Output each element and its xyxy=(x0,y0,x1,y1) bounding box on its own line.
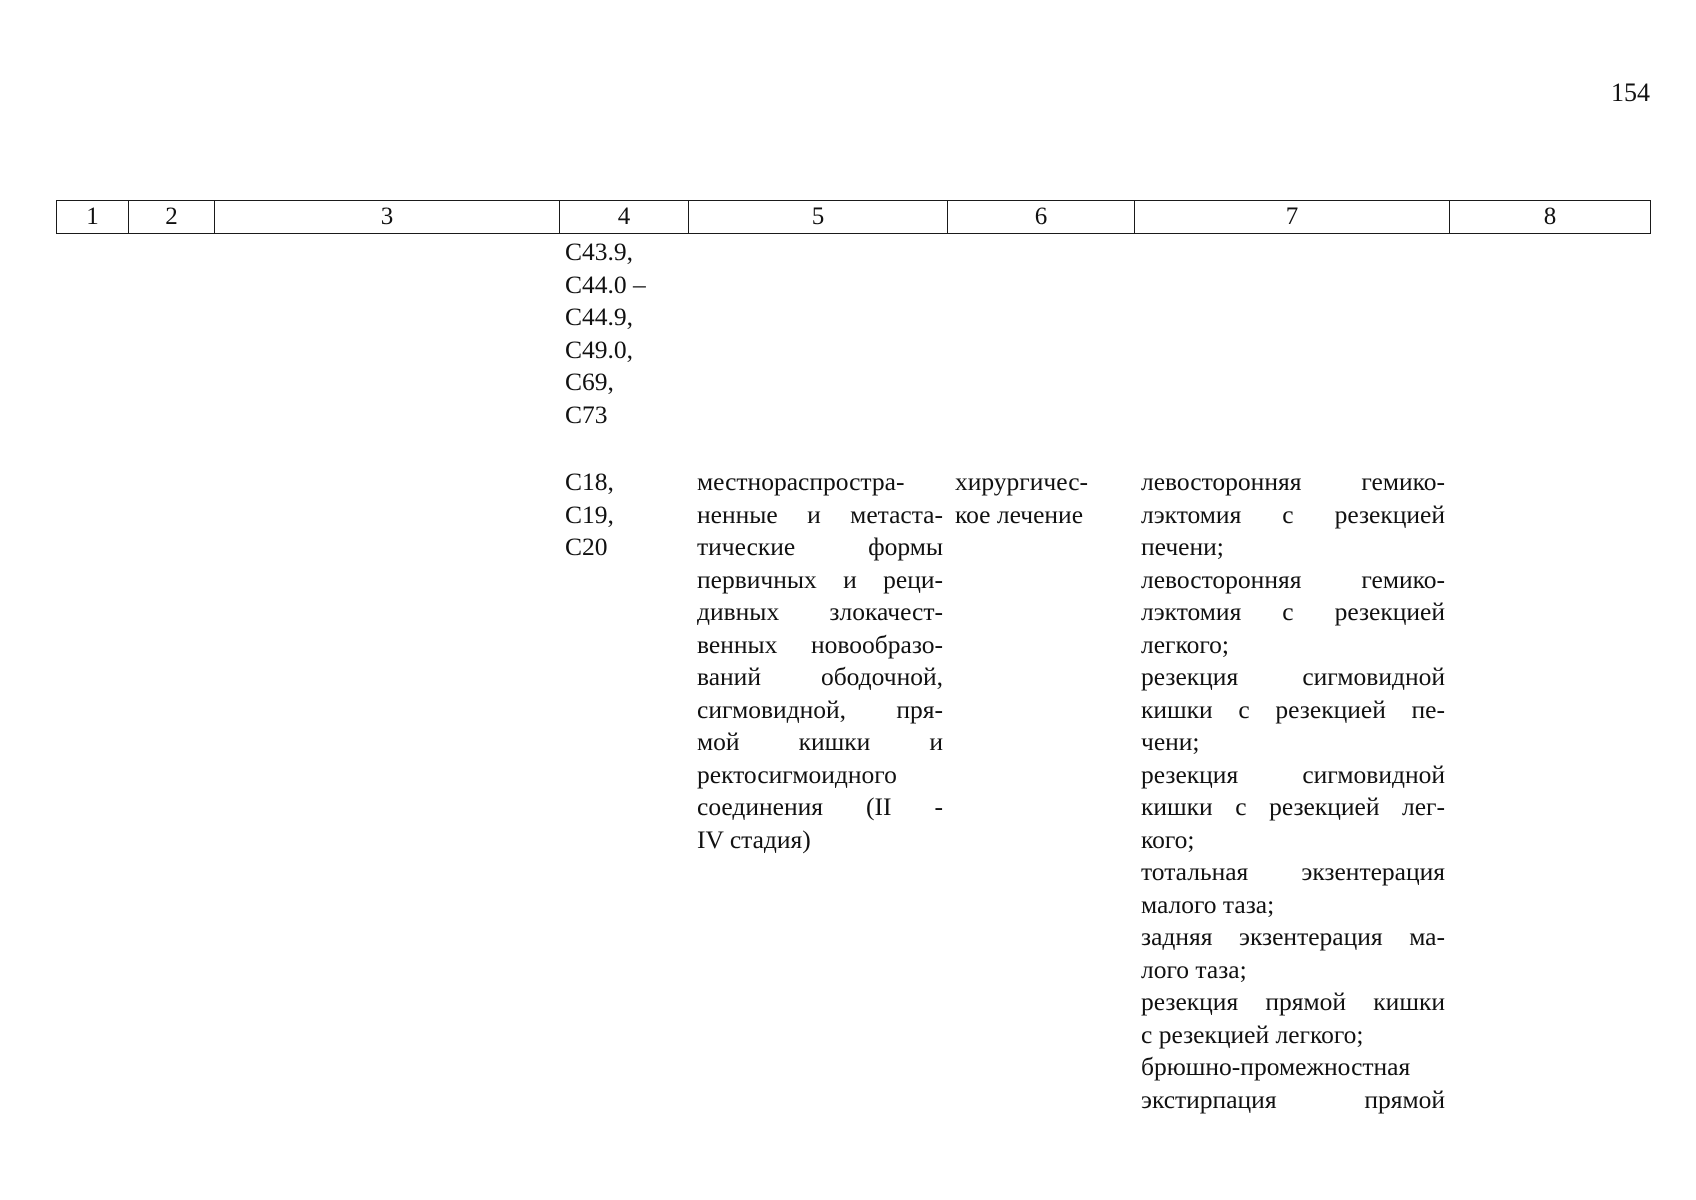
text-line: чени; xyxy=(1141,727,1200,756)
column-header-8: 8 xyxy=(1543,203,1557,230)
text-line: ваний ободочной, xyxy=(697,662,943,691)
text-line: IV стадия) xyxy=(697,824,811,854)
diagnosis-code: C44.9, xyxy=(565,302,634,331)
column-header-6: 6 xyxy=(948,201,1135,233)
text-line: резекция сигмовидной xyxy=(1141,759,1445,789)
text-line: экстирпация прямой xyxy=(1141,1084,1445,1114)
text-line: мой кишки и xyxy=(697,727,943,756)
text-line: местнораспростра- xyxy=(697,467,905,496)
text-line: лэктомия с резекцией xyxy=(1141,499,1445,529)
text-line: хирургичес- xyxy=(955,467,1089,496)
text-line: кишки с резекцией лег- xyxy=(1141,792,1445,821)
diagnosis-code: C49.0, xyxy=(565,334,634,364)
diagnosis-code: C73 xyxy=(565,399,608,429)
text-line: ректосигмоидного xyxy=(697,759,897,789)
text-line: левосторонняя гемико- xyxy=(1141,564,1445,594)
text-line: печени; xyxy=(1141,532,1224,561)
text-line: тотальная экзентерация xyxy=(1141,857,1445,886)
diagnosis-code: C43.9, xyxy=(565,237,634,266)
column-header-2: 2 xyxy=(129,201,215,233)
text-line: левосторонняя гемико- xyxy=(1141,467,1445,496)
table-header-row xyxy=(56,200,1651,234)
text-line: кишки с резекцией пе- xyxy=(1141,694,1445,724)
page-number: 154 xyxy=(1611,78,1650,107)
column-header-4: 4 xyxy=(560,201,689,233)
diagnosis-codes-continued xyxy=(565,236,685,431)
column-header-7: 7 xyxy=(1135,201,1450,233)
text-line: с резекцией легкого; xyxy=(1141,1019,1364,1049)
text-line: первичных и реци- xyxy=(697,564,943,594)
diagnosis-code: C44.0 – xyxy=(565,269,646,299)
column-header-5: 5 xyxy=(689,201,948,233)
treatment-type-cell xyxy=(955,466,1100,531)
column-header-1: 1 xyxy=(57,201,129,233)
patient-model-cell xyxy=(697,466,943,856)
text-line: легкого; xyxy=(1141,629,1230,659)
text-line: лэктомия с резекцией xyxy=(1141,597,1445,626)
diagnosis-codes xyxy=(565,466,685,564)
diagnosis-code: C69, xyxy=(565,367,614,396)
text-line: резекция прямой кишки xyxy=(1141,987,1445,1016)
treatment-method-cell xyxy=(1141,466,1445,1116)
text-line: кое лечение xyxy=(955,499,1084,529)
text-line: дивных злокачест- xyxy=(697,597,943,626)
column-header-3: 3 xyxy=(215,201,560,233)
text-line: тические формы xyxy=(697,532,943,561)
text-line: сигмовидной, пря- xyxy=(697,694,943,724)
text-line: ненные и метаста- xyxy=(697,499,943,529)
diagnosis-code: C18, xyxy=(565,467,614,496)
text-line: брюшно-промежностная xyxy=(1141,1052,1411,1081)
text-line: венных новообразо- xyxy=(697,629,943,659)
text-line: резекция сигмовидной xyxy=(1141,662,1445,691)
text-line: задняя экзентерация ма- xyxy=(1141,922,1445,951)
diagnosis-code: C20 xyxy=(565,532,608,561)
text-line: малого таза; xyxy=(1141,889,1275,919)
text-line: соединения (II - xyxy=(697,792,943,821)
text-line: кого; xyxy=(1141,824,1195,854)
text-line: лого таза; xyxy=(1141,954,1247,984)
diagnosis-code: C19, xyxy=(565,499,614,529)
